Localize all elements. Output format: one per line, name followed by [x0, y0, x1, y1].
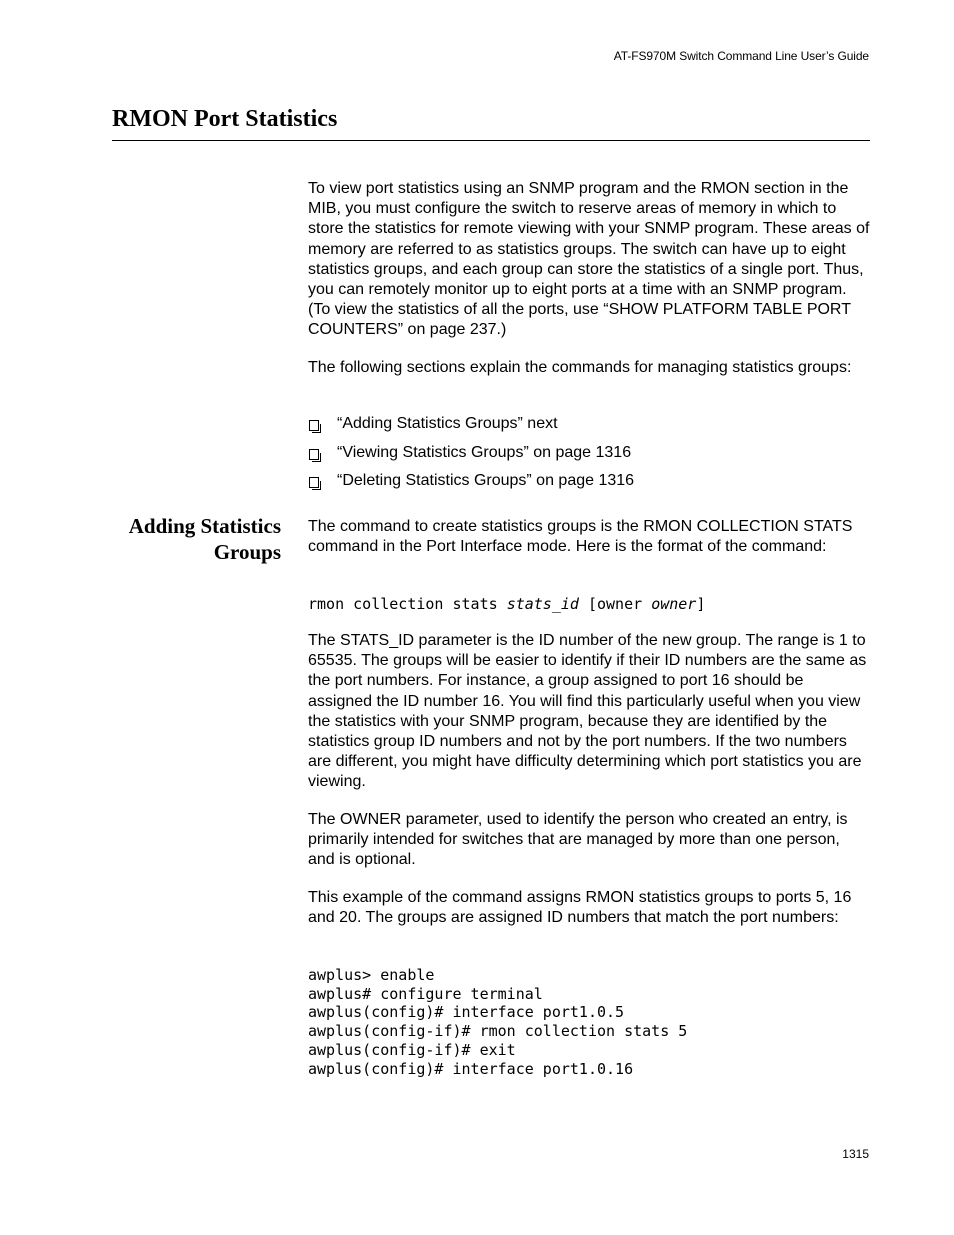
list-item — [308, 444, 870, 473]
subsection-paragraph-3 — [308, 810, 870, 871]
subsection-text-4: This example of the command assigns RMON statistics groups to ports 5, 16 and 20. The groups are assigned ID numbers that match the port numbers: — [308, 889, 852, 927]
subsection-paragraph-4 — [308, 888, 870, 928]
subsection-heading-line-2: Groups — [213, 540, 281, 564]
subsection-heading-line-1: Adding Statistics — [128, 514, 281, 538]
syntax-part: [owner — [578, 595, 652, 613]
syntax-param: stats_id — [506, 595, 579, 613]
page-number: 1315 — [842, 1147, 869, 1161]
title-rule — [112, 140, 870, 141]
checkbox-bullet-icon — [309, 420, 319, 431]
code-line: awplus# configure terminal — [308, 984, 543, 1003]
section-list — [308, 415, 870, 501]
code-line: awplus(config-if)# exit — [308, 1040, 516, 1059]
subsection-text-3: The OWNER parameter, used to identify the person who created an entry, is primarily intended for switches that are managed by more than one person, and is optional. — [308, 811, 848, 869]
list-item — [308, 415, 870, 444]
subsection-heading — [100, 513, 281, 565]
checkbox-bullet-icon — [309, 477, 319, 488]
checkbox-bullet-icon — [309, 449, 319, 460]
list-item-text: “Viewing Statistics Groups” on page 1316 — [337, 443, 632, 461]
code-line: awplus(config)# interface port1.0.5 — [308, 1003, 625, 1022]
subsection-text-2: The STATS_ID parameter is the ID number of the new group. The range is 1 to 65535. The groups will be easier to identify if their ID numbers are the same as the port numbers. For instance, a group assigned to port 16 should be assigned the ID number 16. You will find this particularly useful when you view the statistics with your SNMP program, because they are identified by the statistics group ID numbers and not by the port numbers. If the two numbers are different, you might have difficulty determining which port statistics you are viewing. — [308, 632, 867, 791]
syntax-param: owner — [651, 595, 697, 613]
list-item-text: “Adding Statistics Groups” next — [337, 415, 558, 432]
intro-paragraph-1 — [308, 179, 870, 341]
code-example — [308, 966, 687, 1078]
syntax-part: rmon collection stats — [308, 595, 507, 613]
syntax-part: ] — [696, 595, 706, 613]
intro-text-1: To view port statistics using an SNMP program and the RMON section in the MIB, you must configure the switch to reserve areas of memory in which to store the statistics for remote viewing with your SNMP program. These areas of memory are referred to as statistics groups. The switch can have up to eight statistics groups, and each group can store the statistics of a single port. Thus, you can remotely monitor up to eight ports at a time with an SNMP program. (To view the statistics of all the ports, use “SHOW PLATFORM TABLE PORT COUNTERS” on page 237.) — [308, 180, 870, 339]
running-header: AT-FS970M Switch Command Line User’s Guide — [613, 49, 869, 63]
code-line: awplus(config-if)# rmon collection stats 5 — [308, 1022, 688, 1041]
intro-text-2: The following sections explain the commands for managing statistics groups: — [308, 359, 852, 376]
section-title: RMON Port Statistics — [112, 106, 338, 132]
code-line: awplus(config)# interface port1.0.16 — [308, 1059, 634, 1078]
list-item-text: “Deleting Statistics Groups” on page 1316 — [337, 472, 635, 489]
list-item — [308, 472, 870, 501]
subsection-paragraph-2 — [308, 631, 870, 793]
subsection-text-1: The command to create statistics groups is the RMON COLLECTION STATS command in the Port Interface mode. Here is the format of the command: — [308, 518, 853, 556]
code-line: awplus> enable — [308, 966, 435, 984]
intro-paragraph-2 — [308, 358, 870, 378]
command-syntax — [308, 595, 705, 613]
subsection-paragraph-1 — [308, 517, 870, 557]
